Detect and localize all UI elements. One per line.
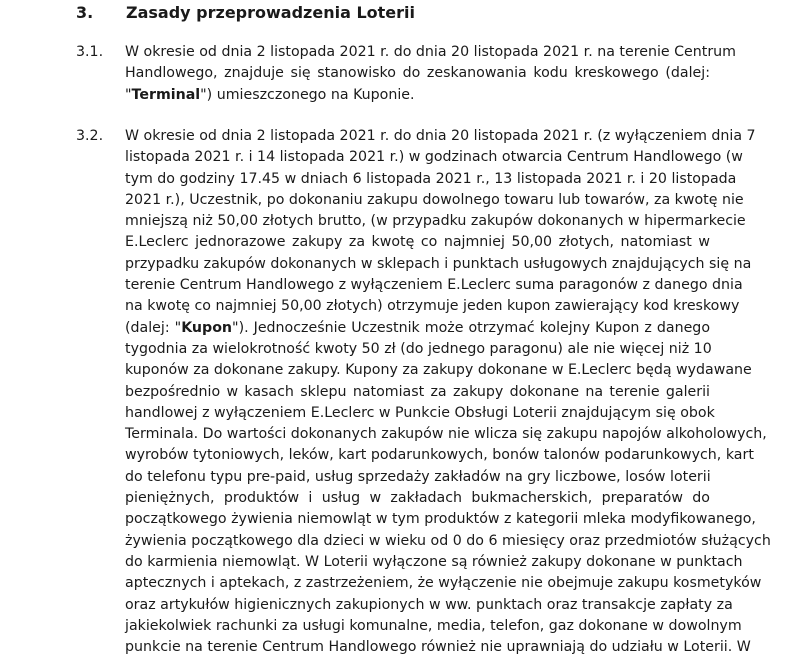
paragraph-line: handlowej z wyłączeniem E.Leclerc w Punkcie Obsługi Loterii znajdującym się obok (125, 404, 715, 421)
paragraph-line: do telefonu typu pre-paid, usług sprzedaży zakładów na gry liczbowe, losów loterii (125, 468, 711, 485)
paragraph-line: na kwotę co najmniej 50,00 złotych) otrzymuje jeden kupon zawierający kod kreskowy (125, 298, 740, 315)
paragraph-line: żywienia początkowego dla dzieci w wieku od 0 do 6 miesięcy oraz przedmiotów służących (125, 532, 771, 549)
paragraph-line: pieniężnych, produktów i usług w zakładach bukmacherskich, preparatów do (125, 490, 710, 507)
paragraph-line: (dalej: "Kupon"). Jednocześnie Uczestnik może otrzymać kolejny Kupon z danego (125, 319, 710, 336)
paragraph-line: Terminala. Do wartości dokonanych zakupów nie wlicza się zakupu napojów alkoholowych, (125, 426, 767, 443)
point-body (125, 126, 771, 658)
paragraph-line: aptecznych i aptekach, z zastrzeżeniem, że wyłączenie nie obejmuje zakupu kosmetyków (125, 575, 762, 592)
paragraph-line: Handlowego, znajduje się stanowisko do zeskanowania kodu kreskowego (dalej: (125, 65, 710, 82)
point-number: 3.2. (76, 128, 104, 144)
section-title: Zasady przeprowadzenia Loterii (126, 3, 415, 22)
paragraph-line: W okresie od dnia 2 listopada 2021 r. do dnia 20 listopada 2021 r. na terenie Centrum (125, 44, 736, 60)
point-number: 3.1. (76, 44, 104, 60)
paragraph-line: punkcie na terenie Centrum Handlowego również nie uprawniają do udziału w Loterii. W (125, 639, 751, 656)
paragraph-line: początkowego żywienia niemowląt w tym produktów z kategorii mleka modyfikowanego, (125, 511, 756, 528)
paragraph-line: terenie Centrum Handlowego z wyłączeniem E.Leclerc suma paragonów z danego dnia (125, 277, 743, 294)
section-heading (76, 2, 415, 24)
paragraph-line: przypadku zakupów dokonanych w sklepach i punktach usługowych znajdujących się na (125, 255, 752, 272)
defined-term: Kupon (181, 319, 233, 336)
paragraph-line: E.Leclerc jednorazowe zakupy za kwotę co najmniej 50,00 złotych, natomiast w (125, 234, 710, 251)
paragraph-line: oraz artykułów higienicznych zakupionych w ww. punktach oraz transakcje zapłaty za (125, 596, 733, 613)
section-number: 3. (76, 3, 94, 22)
paragraph-line: tym do godziny 17.45 w dniach 6 listopada 2021 r., 13 listopada 2021 r. i 20 listopada (125, 170, 737, 187)
paragraph-line: bezpośrednio w kasach sklepu natomiast za zakupy dokonane na terenie galerii (125, 383, 710, 400)
paragraph-line: "Terminal") umieszczonego na Kuponie. (125, 86, 415, 103)
point-body (125, 42, 736, 106)
paragraph-line: jakiekolwiek rachunki za usługi komunalne, media, telefon, gaz dokonane w dowolnym (125, 617, 742, 634)
paragraph-line: 2021 r.), Uczestnik, po dokonaniu zakupu dowolnego towaru lub towarów, za kwotę nie (125, 191, 744, 208)
paragraph-line: listopada 2021 r. i 14 listopada 2021 r.) w godzinach otwarcia Centrum Handlowego (w (125, 149, 743, 166)
paragraph-line: wyrobów tytoniowych, leków, kart podarunkowych, bonów talonów podarunkowych, kart (125, 447, 754, 464)
defined-term: Terminal (131, 86, 201, 103)
paragraph-line: tygodnia za wielokrotność kwoty 50 zł (do jednego paragonu) ale nie więcej niż 10 (125, 340, 712, 357)
paragraph-line: kuponów za dokonane zakupy. Kupony za zakupy dokonane w E.Leclerc będą wydawane (125, 362, 752, 379)
paragraph-line: mniejszą niż 50,00 złotych brutto, (w przypadku zakupów dokonanych w hipermarkecie (125, 213, 746, 230)
paragraph-line: do karmienia niemowląt. W Loterii wyłączone są również zakupy dokonane w punktach (125, 553, 743, 570)
paragraph-line: W okresie od dnia 2 listopada 2021 r. do dnia 20 listopada 2021 r. (z wyłączeniem dnia 7 (125, 128, 756, 144)
